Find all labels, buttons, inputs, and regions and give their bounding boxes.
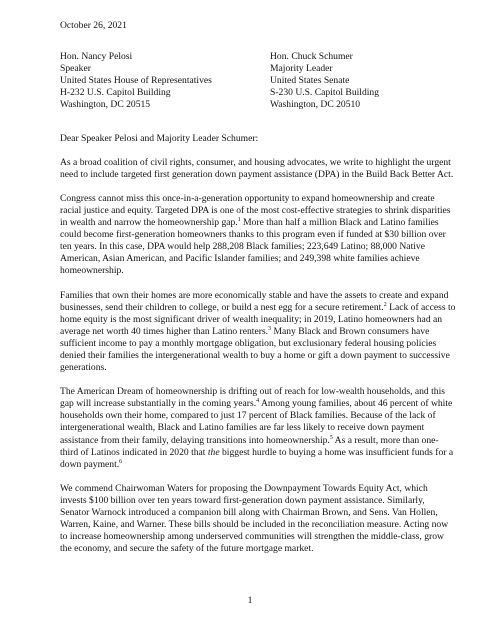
- address-line: Speaker: [60, 63, 91, 75]
- paragraph-text: Families that own their homes are more economically stable and have the assets to create and expand businesses, send their children to college, or build a nest egg for a secure retirement.: [60, 289, 449, 313]
- paragraph-text: As a result, more than one-third of Latinos indicated in 2020 that: [60, 434, 439, 458]
- body-paragraph: [60, 157, 456, 181]
- address-line: Washington, DC 20510: [270, 99, 361, 111]
- footnote-marker: 4: [256, 398, 260, 405]
- paragraph-text: As a broad coalition of civil rights, consumer, and housing advocates, we write to highlight the urgent need to include targeted first generation down payment assistance (DPA) in the Build Back Better Act.: [60, 156, 454, 180]
- recipients: [60, 51, 456, 111]
- recipient-pelosi-address: [60, 51, 260, 111]
- footnote-marker: 6: [119, 458, 123, 465]
- page-number: 1: [247, 595, 253, 606]
- address-line: S-230 U.S. Capitol Building: [270, 87, 380, 99]
- letter-date: October 26, 2021: [60, 20, 127, 31]
- paragraph-text: biggest hurdle to buying a home was insufficient funds for a down payment.: [60, 446, 454, 470]
- footnote-marker: 2: [383, 301, 387, 308]
- footnote-marker: 5: [329, 434, 333, 441]
- footnote-marker: 1: [237, 216, 241, 223]
- address-line: Hon. Nancy Pelosi: [60, 51, 133, 63]
- body-paragraph: [60, 386, 456, 471]
- address-line: Washington, DC 20515: [60, 99, 151, 111]
- letter-body: [60, 157, 456, 556]
- body-paragraph: [60, 483, 456, 556]
- address-line: Majority Leader: [270, 63, 333, 75]
- body-paragraph: [60, 290, 456, 375]
- body-paragraph: [60, 193, 456, 278]
- address-line: United States Senate: [270, 75, 350, 87]
- paragraph-text: The American Dream of homeownership is drifting out of reach for low-wealth households, and this gap will increase substantially in the coming years.: [60, 386, 445, 410]
- footnote-marker: 3: [268, 325, 272, 332]
- paragraph-text: Congress cannot miss this once-in-a-generation opportunity to expand homeownership and create racial justice and equity. Targeted DPA is one of the most cost-effective strategies to shrink disparities in wealth and narrow the homeownership gap.: [60, 192, 451, 229]
- paragraph-text: Many Black and Brown consumers have sufficient income to pay a monthly mortgage obligation, but exclusionary federal housing policies denied their families the intergenerational wealth to buy a home or gift a down payment to successive generations.: [60, 325, 450, 374]
- address-line: H-232 U.S. Capitol Building: [60, 87, 171, 99]
- address-line: United States House of Representatives: [60, 75, 212, 87]
- paragraph-text: Lack of access to home equity is the most significant driver of wealth inequality; in 2019, Latino homeowners had an average net worth 40 times higher than Latino renters.: [60, 301, 456, 337]
- emphasis-text: the: [207, 446, 220, 458]
- paragraph-text: We commend Chairwoman Waters for proposing the Downpayment Towards Equity Act, which invests $100 billion over ten years toward first-generation down payment assistance. Similarly, Senator Warnock introduced a companion bill along with Chairman Brown, and Sens. Van Hollen, Warren, Kaine, and Warner. These bills should be included in the reconciliation measure. Acting now to increase homeownership among underserved communities will strengthen the middle-class, grow the economy, and secure the safety of the future mortgage market.: [60, 482, 449, 555]
- paragraph-text: Among young families, about 46 percent of white households own their home, compared to just 17 percent of Black families. Because of the lack of intergenerational wealth, Black and Latino families are far less likely to receive down payment assistance from their family, delaying transitions into homeownership.: [60, 398, 453, 446]
- salutation: Dear Speaker Pelosi and Majority Leader Schumer:: [60, 132, 259, 144]
- address-line: Hon. Chuck Schumer: [270, 51, 353, 63]
- paragraph-text: More than half a million Black and Latino families could become first-generation homeowners thanks to this program even if funded at $30 billion over ten years. In this case, DPA would help 288,208 Black families; 223,649 Latino; 88,000 Native American, Asian American, and Pacific Islander families; and 249,398 white families achieve homeownership.: [60, 217, 446, 277]
- recipient-schumer-address: [270, 51, 430, 111]
